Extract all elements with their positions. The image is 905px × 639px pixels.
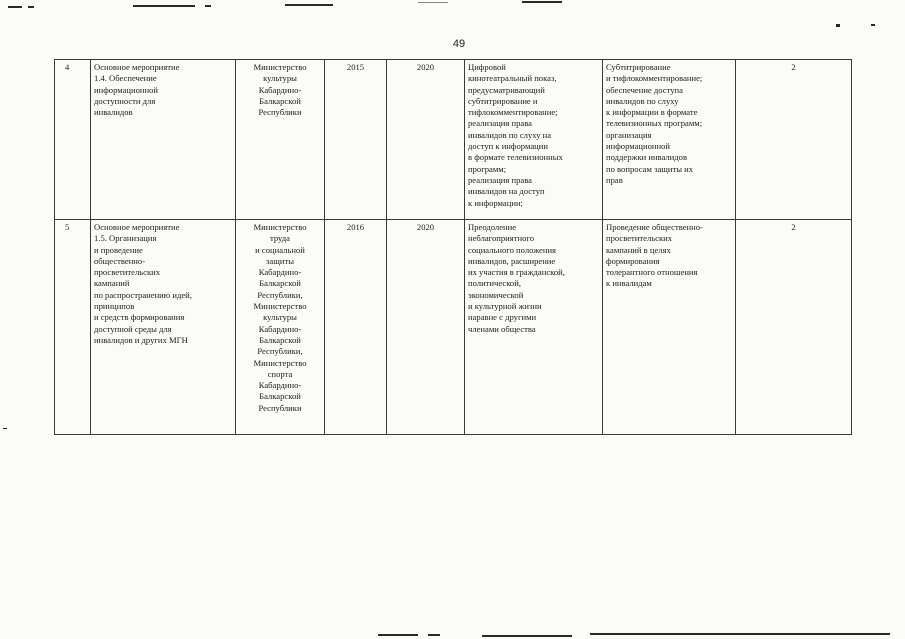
scan-mark (418, 2, 448, 3)
year-end-cell: 2020 (387, 220, 465, 435)
table-row (55, 60, 852, 220)
executor-cell: Министерство культуры Кабардино- Балкарской Республики (236, 60, 325, 220)
scan-mark (522, 1, 562, 3)
scan-mark (285, 4, 333, 6)
activity-cell: Основное мероприятие 1.4. Обеспечение информационной доступности для инвалидов (91, 60, 236, 220)
scan-mark (482, 635, 572, 637)
scan-mark (378, 634, 418, 636)
program-table (54, 59, 852, 435)
scan-mark (836, 24, 840, 27)
result-cell: Преодоление неблагоприятного социального положения инвалидов, расширение их участия в гражданской, политической, экономической и культурной жизни наравне с другими членами общества (465, 220, 603, 435)
table-row (55, 220, 852, 435)
scan-mark (428, 634, 440, 636)
year-end-cell: 2020 (387, 60, 465, 220)
directions-cell: Субтитрирование и тифлокомментирование; обеспечение доступа инвалидов по слуху к информации в формате телевизионных программ; организация информационной поддержки инвалидов по вопросам защиты их прав (603, 60, 736, 220)
directions-cell: Проведение общественно- просветительских кампаний в целях формирования толерантного отношения к инвалидам (603, 220, 736, 435)
scan-mark (28, 6, 34, 8)
row-number: 4 (55, 60, 91, 220)
indicator-cell: 2 (736, 60, 852, 220)
scan-mark (590, 633, 890, 635)
activity-cell: Основное мероприятие 1.5. Организация и проведение общественно- просветительских кампаний по распространению идей, принципов и средств формирования доступной среды для инвалидов и других МГН (91, 220, 236, 435)
scan-mark (205, 5, 211, 7)
year-start-cell: 2016 (325, 220, 387, 435)
row-number: 5 (55, 220, 91, 435)
scan-mark (133, 5, 195, 7)
result-cell: Цифровой кинотеатральный показ, предусматривающий субтитрирование и тифлокомментирование; реализация права инвалидов по слуху на доступ к информации в формате телевизионных программ; реализация права инвалидов на доступ к информации; (465, 60, 603, 220)
scan-mark (871, 24, 875, 26)
executor-cell: Министерство труда и социальной защиты Кабардино- Балкарской Республики, Министерство культуры Кабардино- Балкарской Республики, Министерство спорта Кабардино- Балкарской Республики (236, 220, 325, 435)
indicator-cell: 2 (736, 220, 852, 435)
scan-mark (3, 428, 7, 429)
page-number: 49 (452, 38, 466, 50)
scan-mark (8, 6, 22, 8)
year-start-cell: 2015 (325, 60, 387, 220)
